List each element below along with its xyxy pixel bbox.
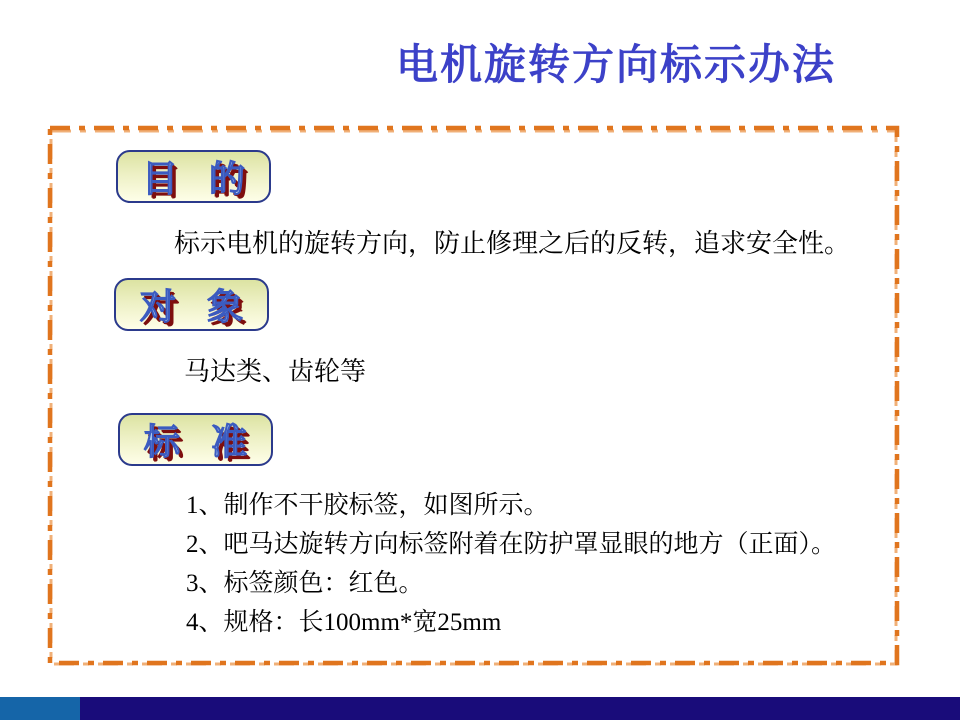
badge-purpose-label: 目 的 — [141, 159, 245, 199]
purpose-text: 标示电机的旋转方向，防止修理之后的反转，追求安全性。 — [174, 229, 851, 258]
badge-standard-label: 标 准 — [143, 422, 247, 462]
target-text: 马达类、齿轮等 — [184, 357, 367, 386]
badge-purpose — [116, 150, 271, 203]
slide-title: 电机旋转方向标示办法 — [396, 41, 837, 88]
standard-list-item-1: 1、制作不干胶标签，如图所示。 — [186, 492, 549, 519]
dashed-content-box — [46, 124, 902, 668]
footer-bar — [0, 697, 960, 720]
standard-list-item-4: 4、规格：长100mm*宽25mm — [186, 609, 502, 636]
standard-list — [186, 486, 836, 642]
badge-target — [114, 278, 269, 331]
standard-list-item-2: 2、吧马达旋转方向标签附着在防护罩显眼的地方（正面）。 — [186, 531, 837, 558]
standard-list-item-3: 3、标签颜色：红色。 — [186, 570, 424, 597]
footer-accent-segment — [0, 697, 80, 720]
badge-target-label: 对 象 — [139, 287, 243, 327]
badge-standard — [118, 413, 273, 466]
